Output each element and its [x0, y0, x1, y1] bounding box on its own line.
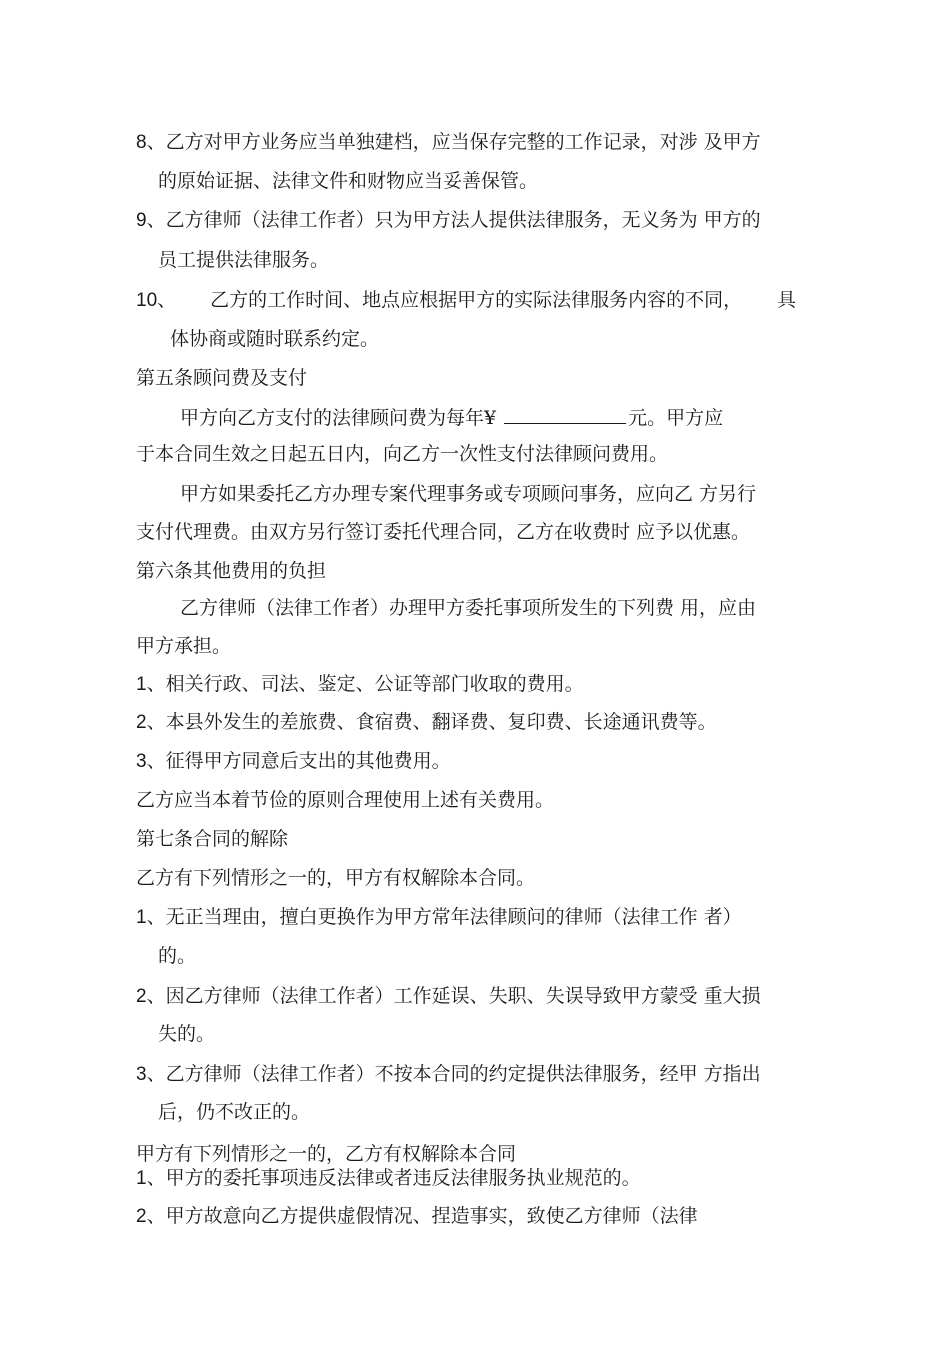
item-separator: 、 [146, 750, 166, 772]
item-text: 无正当理由，擅白更换作为甲方常年法律顾问的律师（法律工作 者） [165, 906, 742, 928]
item-8-line2: 的原始证据、法律文件和财物应当妥善保管。 [158, 170, 539, 192]
item-number: 10 [136, 290, 158, 311]
item-number: 9 [136, 210, 147, 231]
item-number: 2 [136, 986, 147, 1007]
article-7-b-item-2 [136, 1204, 698, 1229]
article-5-fee-line [180, 405, 723, 430]
item-text-end: 具 [776, 289, 796, 311]
item-text: 乙方的工作时间、地点应根据甲方的实际法律服务内容的不同， [210, 289, 743, 311]
item-text: 本县外发生的差旅费、食宿费、翻译费、复印费、长途通讯费等。 [165, 711, 717, 733]
article-7-b-item-1 [136, 1166, 641, 1191]
item-text: 乙方对甲方业务应当单独建档，应当保存完整的工作记录，对涉 及甲方 [165, 131, 761, 153]
item-8-line1 [136, 130, 761, 155]
item-separator: 、 [146, 711, 166, 733]
item-text: 征得甲方同意后支出的其他费用。 [165, 750, 451, 772]
article-7-intro: 乙方有下列情形之一的，甲方有权解除本合同。 [136, 867, 536, 889]
item-9-line2: 员工提供法律服务。 [158, 249, 330, 271]
item-separator: 、 [146, 673, 166, 695]
item-separator: 、 [146, 1167, 166, 1189]
item-number: 3 [136, 1064, 147, 1085]
article-6-p1-line1: 乙方律师（法律工作者）办理甲方委托事项所发生的下列费 用，应由 [180, 597, 757, 619]
article-5-p2-line1: 甲方如果委托乙方办理专案代理事务或专项顾问事务，应向乙 方另行 [180, 483, 757, 505]
item-number: 2 [136, 712, 147, 733]
article-6-p1-line2: 甲方承担。 [136, 635, 232, 657]
article-6-item-2 [136, 710, 717, 735]
item-text: 相关行政、司法、鉴定、公证等部门收取的费用。 [165, 673, 584, 695]
item-number: 8 [136, 132, 147, 153]
article-7-item-1-line1 [136, 905, 742, 930]
item-text: 因乙方律师（法律工作者）工作延误、失职、失误导致甲方蒙受 重大损 [165, 985, 761, 1007]
article-6-item-3 [136, 749, 451, 774]
item-separator: 、 [146, 131, 166, 153]
item-text: 乙方律师（法律工作者）只为甲方法人提供法律服务，无义务为 甲方的 [165, 209, 761, 231]
article-5-p2-line2: 支付代理费。由双方另行签订委托代理合同，乙方在收费时 应予以优惠。 [136, 521, 751, 543]
article-5-heading: 第五条顾问费及支付 [136, 367, 308, 389]
item-text: 乙方律师（法律工作者）不按本合同的约定提供法律服务，经甲 方指出 [165, 1063, 761, 1085]
article-6-closing: 乙方应当本着节俭的原则合理使用上述有关费用。 [136, 789, 555, 811]
item-separator: 、 [157, 289, 177, 311]
fee-text: 甲方向乙方支付的法律顾问费为每年¥ [180, 407, 497, 429]
article-7-item-2-line2: 失的。 [158, 1023, 216, 1045]
article-7-item-3-line2: 后，仍不改正的。 [158, 1101, 311, 1123]
item-number: 1 [136, 674, 147, 695]
article-7-item-1-line2: 的。 [158, 945, 197, 967]
item-number: 1 [136, 907, 147, 928]
article-7-item-3-line1 [136, 1062, 761, 1087]
fee-text-end: 元。甲方应 [628, 407, 724, 429]
item-separator: 、 [146, 1205, 166, 1227]
item-separator: 、 [146, 906, 166, 928]
item-separator: 、 [146, 209, 166, 231]
item-separator: 、 [146, 1063, 166, 1085]
article-6-heading: 第六条其他费用的负担 [136, 560, 327, 582]
fee-amount-blank[interactable] [504, 405, 626, 424]
item-10-line1 [136, 288, 796, 313]
item-number: 2 [136, 1206, 147, 1227]
article-7-item-2-line1 [136, 984, 761, 1009]
item-10-line2: 体协商或随时联系约定。 [170, 328, 380, 350]
item-separator: 、 [146, 985, 166, 1007]
item-number: 1 [136, 1168, 147, 1189]
item-text: 甲方的委托事项违反法律或者违反法律服务执业规范的。 [165, 1167, 641, 1189]
item-9-line1 [136, 208, 761, 233]
article-5-p1-line2: 于本合同生效之日起五日内，向乙方一次性支付法律顾问费用。 [136, 443, 669, 465]
article-6-item-1 [136, 672, 584, 697]
article-7-intro2: 甲方有下列情形之一的，乙方有权解除本合同 [136, 1143, 517, 1165]
article-7-heading: 第七条合同的解除 [136, 828, 289, 850]
item-text: 甲方故意向乙方提供虚假情况、捏造事实，致使乙方律师（法律 [165, 1205, 698, 1227]
item-number: 3 [136, 751, 147, 772]
